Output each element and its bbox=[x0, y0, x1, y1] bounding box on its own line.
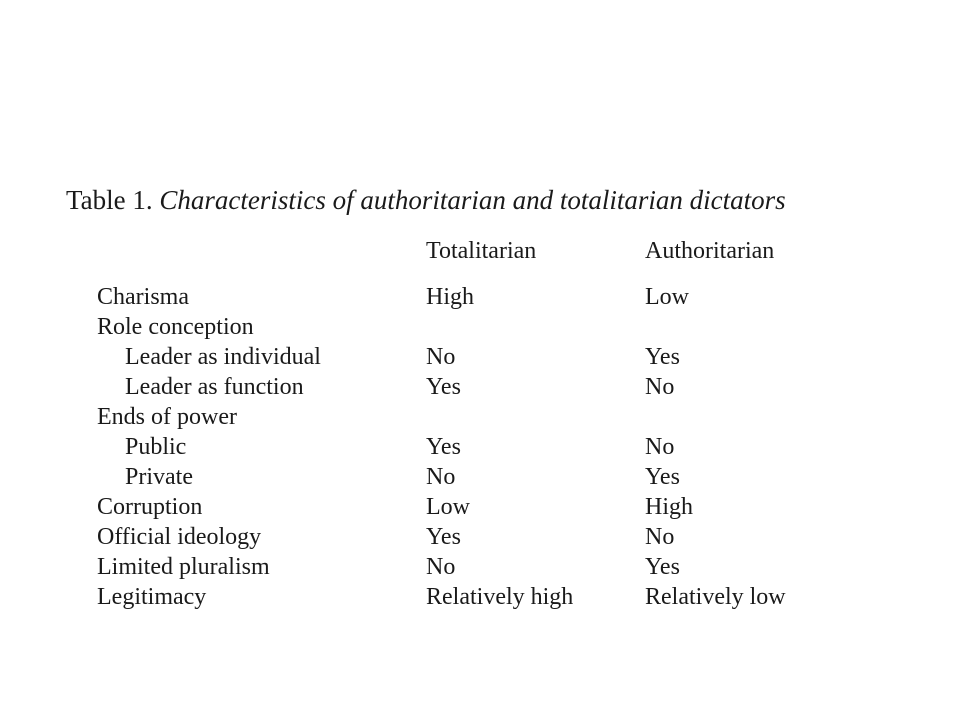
authoritarian-value: No bbox=[645, 434, 675, 460]
table-row bbox=[0, 372, 960, 402]
table-row bbox=[0, 582, 960, 612]
authoritarian-value: Relatively low bbox=[645, 584, 786, 610]
authoritarian-value: Low bbox=[645, 284, 689, 310]
totalitarian-value: High bbox=[426, 284, 474, 310]
table-row bbox=[0, 342, 960, 372]
authoritarian-value: No bbox=[645, 524, 675, 550]
table-row bbox=[0, 522, 960, 552]
authoritarian-value: High bbox=[645, 494, 693, 520]
totalitarian-value: Low bbox=[426, 494, 470, 520]
totalitarian-value: Yes bbox=[426, 434, 461, 460]
table-row bbox=[0, 312, 960, 342]
authoritarian-value: No bbox=[645, 374, 675, 400]
row-label: Public bbox=[125, 434, 187, 460]
row-label: Role conception bbox=[97, 314, 254, 340]
row-label: Leader as individual bbox=[125, 344, 321, 370]
table-row bbox=[0, 552, 960, 582]
totalitarian-value: Yes bbox=[426, 374, 461, 400]
row-label: Legitimacy bbox=[97, 584, 207, 610]
totalitarian-value: No bbox=[426, 464, 456, 490]
totalitarian-value: No bbox=[426, 344, 456, 370]
row-label: Private bbox=[125, 464, 193, 490]
row-label: Official ideology bbox=[97, 524, 262, 550]
table-number: Table 1. bbox=[66, 185, 160, 215]
row-label: Leader as function bbox=[125, 374, 304, 400]
row-label: Charisma bbox=[97, 284, 189, 310]
table-row bbox=[0, 282, 960, 312]
table-row bbox=[0, 492, 960, 522]
row-label: Corruption bbox=[97, 494, 203, 520]
table-row bbox=[0, 462, 960, 492]
totalitarian-value: Yes bbox=[426, 524, 461, 550]
totalitarian-value: Relatively high bbox=[426, 584, 574, 610]
table-title: Characteristics of authoritarian and totalitarian dictators bbox=[159, 185, 786, 215]
row-label: Ends of power bbox=[97, 404, 237, 430]
table-row bbox=[0, 432, 960, 462]
authoritarian-value: Yes bbox=[645, 344, 680, 370]
totalitarian-value: No bbox=[426, 554, 456, 580]
authoritarian-value: Yes bbox=[645, 554, 680, 580]
column-header-totalitarian: Totalitarian bbox=[426, 238, 537, 264]
row-label: Limited pluralism bbox=[97, 554, 270, 580]
column-header-authoritarian: Authoritarian bbox=[645, 238, 775, 264]
table-row bbox=[0, 402, 960, 432]
authoritarian-value: Yes bbox=[645, 464, 680, 490]
